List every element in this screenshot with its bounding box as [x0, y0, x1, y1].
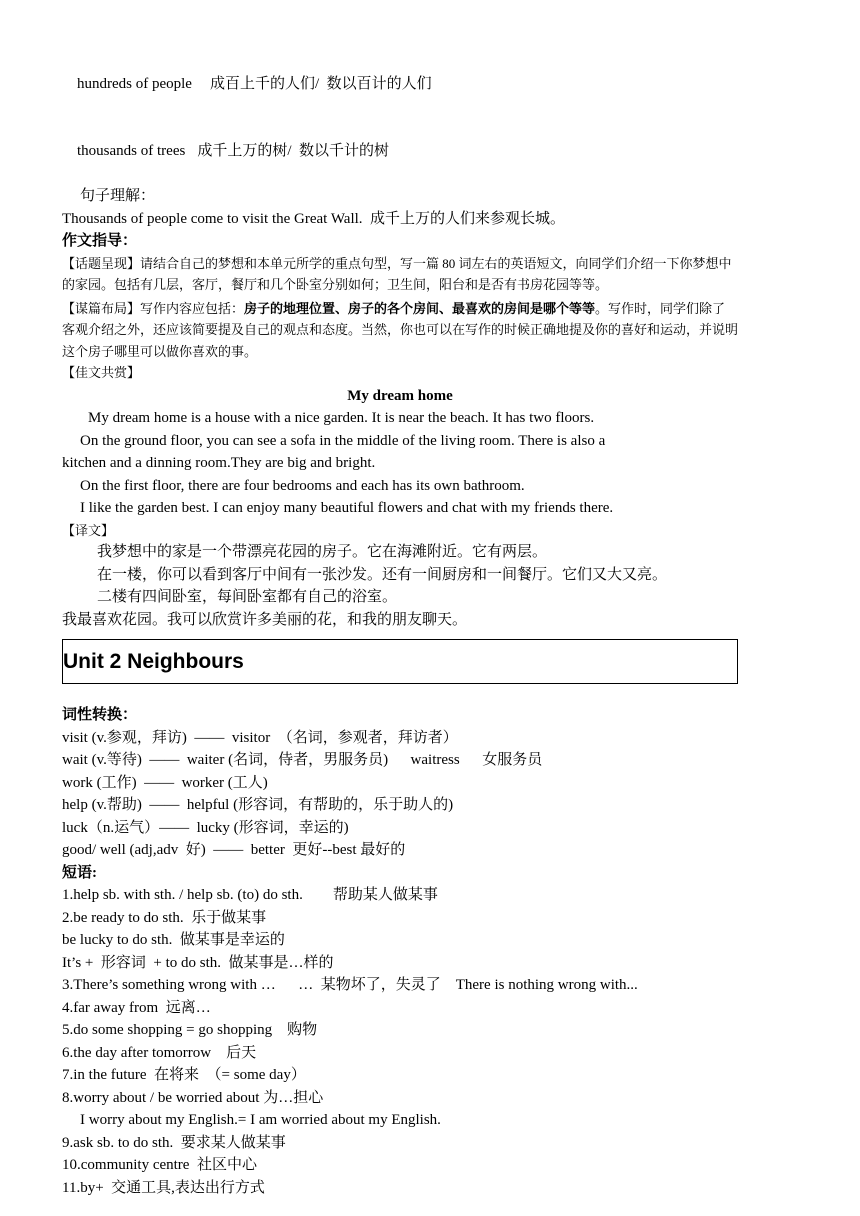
intro-line-1	[62, 50, 738, 118]
wordform-line: help (v.帮助) —— helpful (形容词，有帮助的，乐于助人的)	[62, 797, 454, 813]
essay-paragraph-4: I like the garden best. I can enjoy many beautiful flowers and chat with my friends there.	[80, 500, 614, 516]
phrase-line: 7.in the future 在将来 （= some day）	[62, 1067, 306, 1083]
phrase-line: 3.There’s something wrong with … … 某物坏了，失灵了 There is nothing wrong with...	[62, 977, 638, 993]
wordform-line: visit (v.参观，拜访) —— visitor （名词，参观者，拜访者）	[62, 729, 458, 746]
phrase-zh: 成千上万的树/ 数以千计的树	[197, 143, 389, 159]
essay-paragraph-3: On the first floor, there are four bedrooms and each has its own bathroom.	[80, 477, 525, 494]
document-page	[62, 50, 738, 1199]
phrase-line: 11.by+ 交通工具,表达出行方式	[62, 1179, 265, 1196]
phrase-line: 5.do some shopping = go shopping 购物	[62, 1022, 318, 1038]
essay-title: My dream home	[347, 387, 453, 404]
phrase-line: 2.be ready to do sth. 乐于做某事	[62, 909, 267, 926]
phrase-line: I worry about my English.= I am worried about my English.	[80, 1112, 441, 1128]
phrases-heading: 短语:	[62, 864, 97, 881]
phrase-line: 6.the day after tomorrow 后天	[62, 1044, 257, 1061]
wordform-line: luck（n.运气）—— lucky (形容词，幸运的)	[62, 819, 349, 836]
phrase-zh: 成百上千的人们/ 数以百计的人们	[209, 75, 432, 92]
phrase-line: 8.worry about / be worried about 为…担心	[62, 1089, 324, 1106]
topic-paragraph	[62, 253, 738, 296]
translation-label: 【译文】	[62, 522, 115, 538]
essay-paragraph-2a: On the ground floor, you can see a sofa in the middle of the living room. There is also a	[80, 432, 606, 449]
sentence-example: Thousands of people come to visit the Great Wall. 成千上万的人们来参观长城。	[62, 210, 566, 227]
phrase-en: thousands of trees	[77, 143, 186, 159]
topic-text: 请结合自己的梦想和本单元所学的重点句型，写一篇 80 词左右的英语短文，向同学们介绍一下你梦想中的家园。包括有几层，客厅，餐厅和几个卧室分别如何；卫生间，阳台和是否有书房花园等等。	[62, 255, 732, 292]
wordforms-heading: 词性转换：	[62, 707, 138, 723]
phrase-line: 10.community centre 社区中心	[62, 1157, 257, 1173]
phrase-line: 4.far away from 远离…	[62, 999, 211, 1016]
layout-text-pre: 写作内容应包括：	[140, 300, 245, 316]
layout-text-post: 。写作时，同学们除了客观介绍之外，还应该简要提及自己的观点和态度。当然，你也可以在写作的时候正确地提及你的喜好和运动，并说明这个房子哪里可以做你喜欢的事。	[62, 300, 739, 359]
translation-paragraph-1: 我梦想中的家是一个带漂亮花园的房子。它在海滩附近。它有两层。	[97, 544, 548, 560]
translation-paragraph-2: 在一楼，你可以看到客厅中间有一张沙发。还有一间厨房和一间餐厅。它们又大又亮。	[97, 566, 668, 583]
phrase-line: 9.ask sb. to do sth. 要求某人做某事	[62, 1134, 286, 1151]
layout-paragraph	[62, 298, 738, 363]
writing-heading: 作文指导：	[62, 233, 138, 249]
phrase-line: be lucky to do sth. 做某事是幸运的	[62, 932, 285, 948]
unit-title: Unit 2 Neighbours	[63, 649, 244, 673]
essay-paragraph-2b: kitchen and a dinning room.They are big and bright.	[62, 455, 376, 471]
intro-line-2	[62, 118, 738, 186]
phrase-line: It’s + 形容词 + to do sth. 做某事是…样的	[62, 954, 334, 971]
wordform-line: work (工作) —— worker (工人)	[62, 774, 268, 791]
translation-paragraph-3: 二楼有四间卧室，每间卧室都有自己的浴室。	[97, 589, 398, 605]
wordform-line: wait (v.等待) —— waiter (名词，侍者，男服务员) waitress 女服务员	[62, 752, 543, 768]
sentence-heading: 句子理解：	[80, 188, 156, 204]
layout-label: 【谋篇布局】	[62, 300, 141, 316]
translation-paragraph-4: 我最喜欢花园。我可以欣赏许多美丽的花，和我的朋友聊天。	[62, 611, 468, 628]
phrase-en: hundreds of people	[77, 75, 192, 92]
phrase-line: 1.help sb. with sth. / help sb. (to) do sth. 帮助某人做某事	[62, 887, 438, 903]
wordform-line: good/ well (adj,adv 好) —— better 更好--best 最好的	[62, 842, 406, 858]
topic-label: 【话题呈现】	[62, 255, 141, 271]
layout-text-bold: 房子的地理位置、房子的各个房间、最喜欢的房间是哪个等等	[244, 300, 596, 316]
sample-label: 【佳文共赏】	[62, 365, 141, 380]
unit-title-box	[62, 639, 738, 684]
essay-paragraph-1: My dream home is a house with a nice garden. It is near the beach. It has two floors.	[88, 410, 595, 426]
